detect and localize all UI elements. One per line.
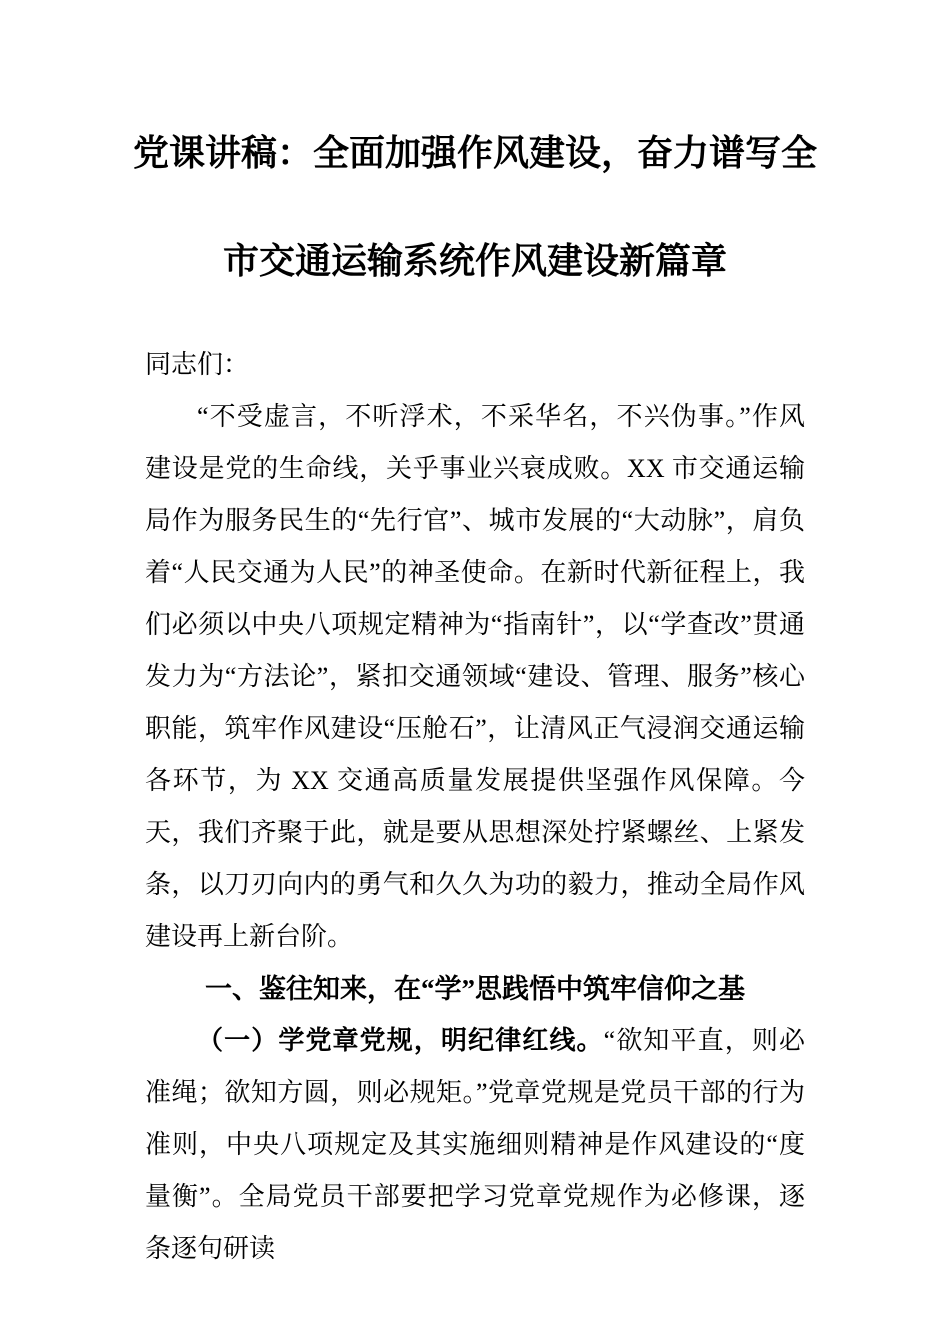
subsection-paragraph (145, 1015, 805, 1275)
subsection-text: “欲知平直，则必准绳；欲知方圆，则必规矩。”党章党规是党员干部的行为准则，中央八项规定及其实施细则精神是作风建设的“度量衡”。全局党员干部要把学习党章党规作为必修课，逐条逐句研读 (145, 1026, 805, 1263)
subsection-bold-lead: （一）学党章党规，明纪律红线。 (197, 1026, 604, 1055)
title-line-2: 市交通运输系统作风建设新篇章 (222, 240, 727, 281)
salutation: 同志们： (145, 350, 250, 379)
title-line-1: 党课讲稿：全面加强作风建设，奋力谱写全 (132, 132, 817, 173)
section-heading-1: 一、鉴往知来，在“学”思践悟中筑牢信仰之基 (205, 974, 745, 1004)
document-body (145, 339, 805, 1275)
intro-paragraph: “不受虚言，不听浮术，不采华名，不兴伪事。”作风建设是党的生命线，关乎事业兴衰成败。XX 市交通运输局作为服务民生的“先行官”、城市发展的“大动脉”，肩负着“人民交通为人民”的神圣使命。在新时代新征程上，我们必须以中央八项规定精神为“指南针”，以“学查改”贯通发力为“方法论”，紧扣交通领域“建设、管理、服务”核心职能，筑牢作风建设“压舱石”，让清风正气浸润交通运输各环节，为 XX 交通高质量发展提供坚强作风保障。今天，我们齐聚于此，就是要从思想深处拧紧螺丝、上紧发条，以刀刃向内的勇气和久久为功的毅力，推动全局作风建设再上新台阶。 (145, 402, 805, 951)
document-title (0, 99, 950, 315)
